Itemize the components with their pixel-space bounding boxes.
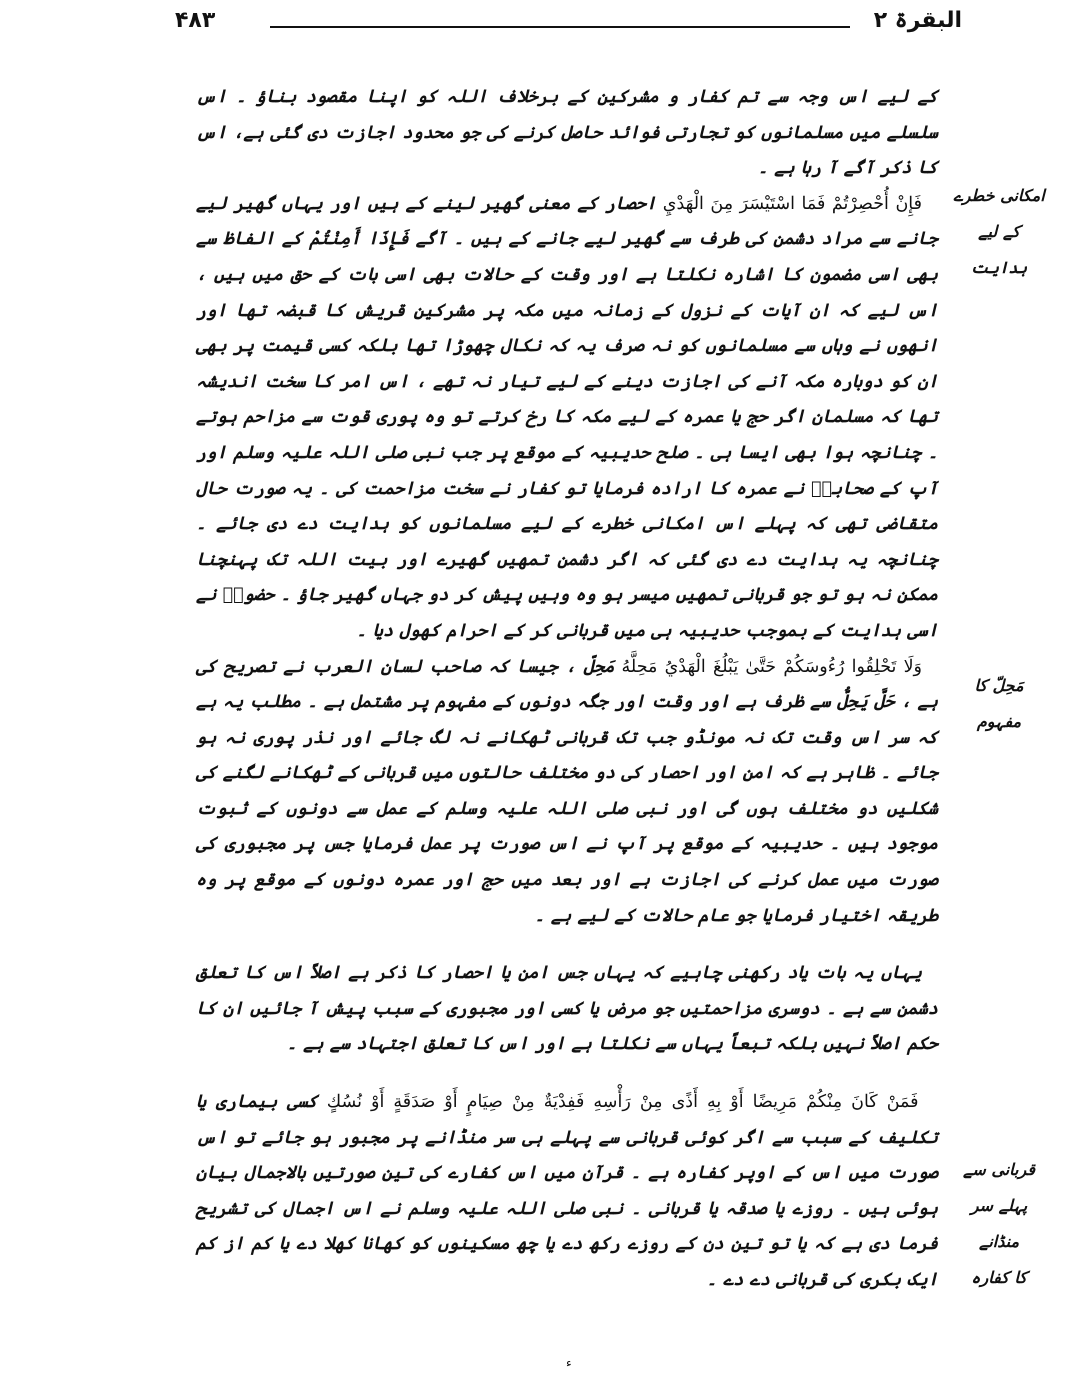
margin-note-1: امکانی خطرے کے لیے ہدایت — [953, 186, 1045, 277]
text-line: کی دو مختلف حالتوں میں قربانی کے ٹھکانے لگنے کی شکلیں دو مختلف ہوں گی اور نبی صلی اللہ علیہ وسلم کے عمل سے — [196, 763, 939, 819]
text-line: کے لیے اس وجہ سے تم کفار و مشرکین کے برخلاف اللہ کو اپنا مقصود بناؤ ۔ اس سلسلے میں مسلمانوں کو تجارتی — [196, 87, 938, 143]
text-line: سے مراد دشمن کی طرف سے گھیر لیے جانے کے ہیں ۔ آگے فَإِذَا أَمِنْتُمْ کے الفاظ سے بھی اسی مضمون کا اشارہ — [196, 229, 938, 285]
paragraph-5 — [196, 1085, 938, 1299]
text-line: تکلیف کے سبب سے اگر کوئی قربانی سے پہلے ہی سر منڈانے پر مجبور ہو جائے تو اس صورت میں اس کے اوپر کفارہ — [196, 1127, 938, 1184]
text-line: مَحِلّ ، جیسا کہ صاحب لسان العرب نے — [275, 656, 615, 677]
surah-title: البقرۃ ۲ — [873, 8, 962, 33]
paragraph-4 — [196, 956, 938, 1063]
text-line: یہاں یہ بات یاد رکھنی چاہیے کہ یہاں جس امن یا احصار کا ذکر ہے اصلاً اس کا تعلق دشمن سے ہے ۔ دوسری — [196, 963, 938, 1019]
text-line: ہے ۔ قرآن میں اس کفارے کی تین صورتیں بالاجمال بیان ہوئی ہیں ۔ روزے یا صدقہ یا قربانی ۔ نبی صلی اللہ علیہ وسلم نے — [196, 1163, 939, 1219]
quran-verse: فَإِنْ أُحْصِرْتُمْ فَمَا اسْتَيْسَرَ مِنَ الْهَدْيِ — [656, 193, 922, 214]
text-line: مکہ کا رخ کرتے تو وہ پوری قوت سے مزاحم ہوتے ۔ چنانچہ ہوا بھی ایسا ہی ۔ صلح حدیبیہ کے موقع پر جب نبی صلی اللہ — [196, 407, 938, 463]
text-line: اس امکانی خطرے کے لیے مسلمانوں کو ہدایت دے دی جائے ۔ چنانچہ یہ ہدایت دے دی گئی کہ اگر دشمن تمھیں — [196, 514, 938, 570]
text-line: اس اجمال کی تشریح فرما دی ہے کہ یا تو تین دن کے روزے رکھ دے یا چھ مسکینوں کو کھانا کھلا دے یا کم از کم ایک — [196, 1198, 938, 1290]
page-number: ۴۸۳ — [175, 8, 216, 33]
quran-verse: وَلَا تَحْلِقُوا رُءُوسَكُمْ حَتَّىٰ يَبْلُغَ الْهَدْيُ مَحِلَّهُ — [614, 656, 922, 677]
text-line: گھیرے اور بیت اللہ تک پہنچنا ممکن نہ ہو تو جو قربانی تمھیں میسر ہو وہ وہیں پیش کر دو جہاں گھیر جاؤ ۔ حضورؐ نے اسی — [196, 549, 938, 641]
page-header — [175, 4, 970, 44]
text-line: مشرکین قریش کا قبضہ تھا اور انھوں نے وہاں سے مسلمانوں کو نہ صرف یہ کہ نکال چھوڑا تھا بلکہ کسی قیمت پر بھی ان — [196, 300, 938, 392]
text-line: مزاحمتیں جو مرض یا کسی اور مجبوری کے سبب پیش آ جائیں ان کا حکم اصلاً نہیں بلکہ تبعاً یہاں سے نکلتا ہے اور — [196, 998, 938, 1055]
text-line: اس کا تعلق اجتہاد سے ہے ۔ — [286, 1034, 529, 1055]
text-line: کسی بیماری یا — [196, 1092, 318, 1113]
text-line: تصریح کی ہے ، حَلَّ یَحِلُّ سے ظرف ہے اور وقت اور جگہ دونوں کے مفہوم پر مشتمل ہے ۔ مطلب یہ ہے کہ سر اس — [196, 656, 938, 748]
paragraph-1 — [196, 80, 938, 187]
paragraph-2 — [196, 187, 938, 650]
margin-note-2: مَحِلّ کا مفہوم — [974, 676, 1024, 731]
text-line: وقت تک نہ مونڈو جب تک قربانی ٹھکانے نہ لگ جائے اور نذر پوری نہ ہو جائے ۔ ظاہر ہے کہ امن اور احصار — [196, 727, 938, 784]
header-rule — [270, 26, 850, 28]
text-line: ہدایت کے بموجب حدیبیہ ہی میں قربانی کر کے احرام کھول دیا ۔ — [356, 620, 902, 641]
paragraph-gap — [196, 934, 938, 956]
commentary-text — [196, 80, 938, 1299]
quran-verse: فَمَنْ كَانَ مِنْكُمْ مَرِيضًا أَوْ بِهِ أَذًى مِنْ رَأْسِهِ فَفِدْيَةٌ مِنْ صِيَامٍ أَوْ صَدَقَةٍ أَوْ نُسُكٍ — [317, 1092, 919, 1113]
text-line: دونوں کے ثبوت موجود ہیں ۔ حدیبیہ کے موقع پر آپ نے اس صورت پر عمل فرمایا جس پر مجبوری کی صورت میں — [196, 798, 938, 891]
text-line: عمل کرنے کی اجازت ہے اور بعد میں حج اور عمرہ دونوں کے موقع پر وہ طریقہ اختیار فرمایا جو عام حالات کے لیے — [196, 870, 938, 926]
text-line: نکلتا ہے اور وقت کے حالات بھی اسی بات کے حق میں ہیں ، اس لیے کہ ان آیات کے نزول کے زمانہ میں مکہ پر — [196, 264, 938, 321]
margin-note-3: قربانی سے پہلے سر منڈانے کا کفارہ — [963, 1160, 1035, 1287]
paragraph-3 — [196, 650, 938, 935]
text-line: احصار کے معنی گھیر لینے کے ہیں اور یہاں گھیر لیے جانے — [196, 193, 938, 250]
text-line: بکری کی قربانی دے دے ۔ — [706, 1270, 902, 1290]
text-line: ہے ۔ — [534, 905, 572, 926]
paragraph-gap — [196, 1063, 938, 1085]
text-line: کو دوبارہ مکہ آنے کی اجازت دینے کے لیے تیار نہ تھے ، اس امر کا سخت اندیشہ تھا کہ مسلمان اگر حج یا عمرہ کے لیے — [196, 371, 939, 428]
footer-mark: ء — [566, 1356, 572, 1370]
text-line: فوائد حاصل کرنے کی جو محدود اجازت دی گئی ہے، اس کا ذکر آگے آ رہا ہے ۔ — [196, 122, 938, 179]
text-line: علیہ وسلم اور آپ کے صحابہؓ نے عمرہ کا ارادہ فرمایا تو کفار نے سخت مزاحمت کی ۔ یہ صورت حال متقاضی تھی کہ پہلے — [196, 442, 939, 535]
